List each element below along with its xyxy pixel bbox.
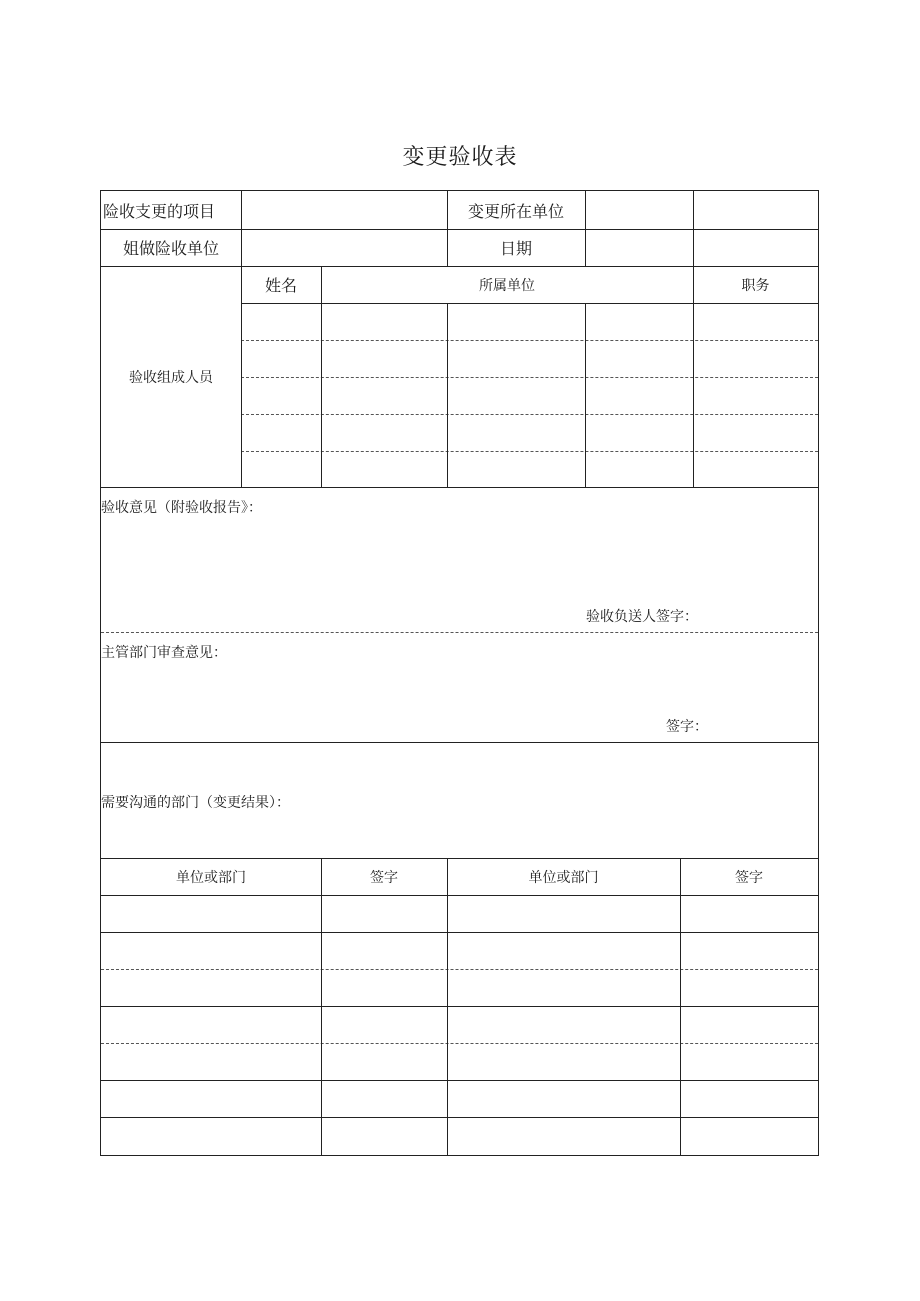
row-divider	[241, 451, 818, 452]
column-divider	[447, 303, 448, 487]
row-divider	[101, 932, 818, 933]
dept-header-2: 单位或部门	[528, 869, 599, 886]
row-divider	[241, 377, 818, 378]
column-divider	[693, 191, 694, 266]
supervisor-signature-label: 签字：	[666, 719, 708, 735]
supervisor-label: 主管部门审查意见：	[101, 645, 227, 661]
sign-header-1: 签字	[370, 869, 398, 886]
opinion-signature-label: 验收负送人签字：	[586, 609, 698, 625]
member-unit-header: 所属单位	[479, 277, 535, 294]
column-divider	[321, 858, 322, 1155]
departments-label: 需要沟通的部门（变更结果）：	[101, 795, 290, 811]
row-divider	[101, 969, 818, 970]
row-divider	[101, 895, 818, 896]
dept-header-1: 单位或部门	[176, 869, 246, 886]
page-title: 变更验收表	[402, 145, 518, 170]
sign-header-2: 签字	[735, 869, 763, 886]
member-group-label: 验收组成人员	[129, 369, 213, 386]
row-divider	[101, 1043, 818, 1044]
project-label: 险收支更的项目	[103, 201, 216, 221]
row-divider	[241, 303, 818, 304]
column-divider	[585, 191, 586, 266]
column-divider	[447, 858, 448, 1155]
row-divider	[101, 1117, 818, 1118]
section-divider	[101, 742, 818, 743]
column-divider	[585, 303, 586, 487]
member-position-header: 职务	[741, 277, 770, 294]
section-divider	[101, 487, 818, 488]
row-divider	[241, 340, 818, 341]
row-divider	[101, 1080, 818, 1081]
row-divider	[241, 414, 818, 415]
section-divider	[101, 632, 818, 633]
opinion-label: 验收意见（附验收报告》：	[101, 500, 262, 516]
org-label: 姐做险收单位	[122, 239, 219, 258]
unit-label: 变更所在单位	[467, 201, 564, 221]
column-divider	[241, 191, 242, 487]
acceptance-form	[100, 190, 819, 1156]
date-label: 日期	[499, 239, 532, 258]
column-divider	[680, 858, 681, 1155]
row-divider	[101, 1006, 818, 1007]
member-name-header: 姓名	[264, 276, 297, 295]
